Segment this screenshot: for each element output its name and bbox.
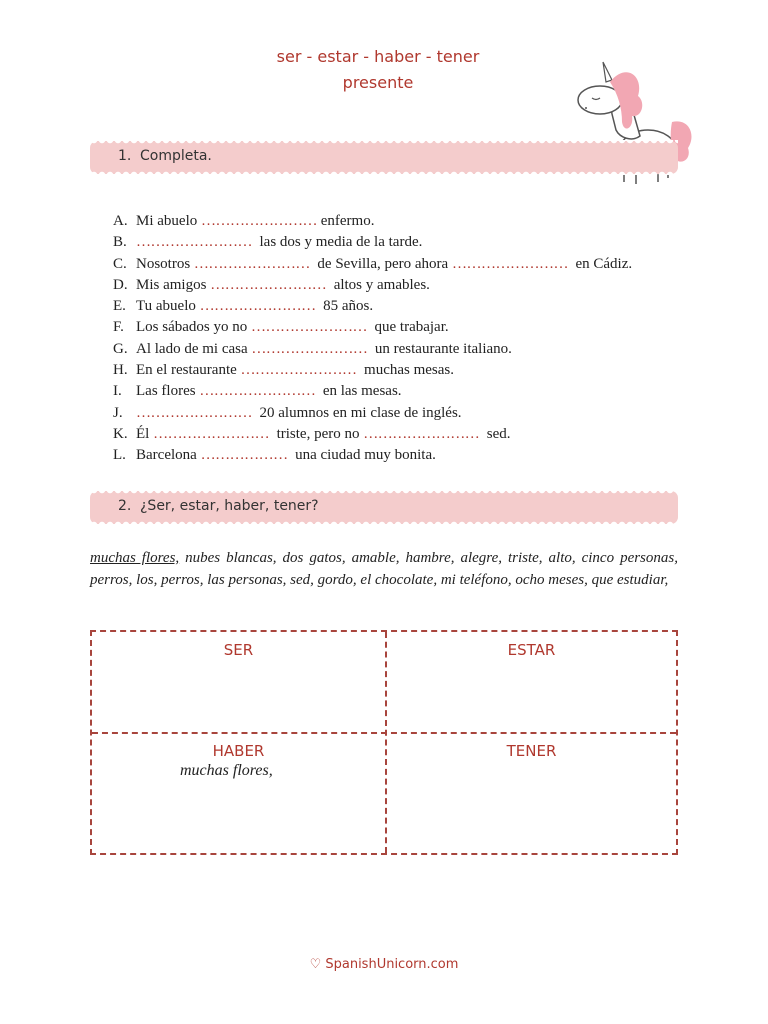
- sentence-text: Los sábados yo no: [136, 319, 251, 336]
- answer-blank[interactable]: ……………………: [363, 425, 480, 442]
- sentence-text: 85 años.: [315, 298, 374, 315]
- sentence-text: Las flores: [136, 383, 200, 400]
- answer-blank[interactable]: ……………………: [193, 255, 310, 272]
- exercise1-item: [113, 424, 632, 445]
- grid-label-estar: ESTAR: [507, 641, 556, 659]
- footer-site[interactable]: SpanishUnicorn.com: [325, 957, 459, 972]
- item-letter: H.: [113, 362, 128, 379]
- exercise1-item: [113, 275, 632, 296]
- sentence-text: Mis amigos: [136, 276, 211, 293]
- sentence-text: muchas mesas.: [356, 362, 455, 379]
- exercise1-item: [113, 296, 632, 317]
- answer-blank[interactable]: ……………………: [136, 404, 252, 421]
- sentence-text: Tu abuelo: [136, 298, 200, 315]
- exercise1-item: [113, 254, 632, 275]
- grid-label-ser: SER: [223, 641, 254, 659]
- item-letter: D.: [113, 276, 128, 293]
- section1-heading: Completa.: [140, 148, 212, 164]
- sentence-text: 20 alumnos en mi clase de inglés.: [252, 404, 462, 421]
- answer-blank[interactable]: ……………………: [210, 276, 327, 293]
- sentence-text: triste, pero no: [269, 425, 364, 442]
- grid-label-tener: TENER: [506, 742, 557, 760]
- word-bank-rest: nubes blancas, dos gatos, amable, hambre, alegre, triste, alto, cinco personas, perros, los, perros, las personas, sed, gordo, el chocolate, mi teléfono, ocho meses, que estudiar,: [90, 550, 678, 588]
- sentence-text: En el restaurante: [136, 362, 241, 379]
- sentence-text: enfermo.: [317, 213, 375, 229]
- exercise1-list: [113, 211, 632, 467]
- exercise1-item: [113, 317, 632, 338]
- section1-banner: [90, 141, 678, 174]
- sentence-text: las dos y media de la tarde.: [252, 234, 423, 251]
- grid-label-haber: HABER: [212, 742, 265, 760]
- answer-blank[interactable]: ……………………: [251, 340, 368, 357]
- sentence-text: altos y amables.: [326, 276, 430, 293]
- exercise1-item: [113, 232, 632, 253]
- footer: [0, 957, 768, 972]
- item-letter: K.: [113, 425, 128, 442]
- title-line-1: ser - estar - haber - tener: [276, 47, 480, 66]
- sentence-text: Él: [136, 425, 154, 442]
- item-letter: L.: [113, 447, 126, 464]
- exercise1-item: [113, 445, 632, 466]
- exercise1-item: [113, 360, 632, 381]
- word-bank: [90, 548, 678, 591]
- item-letter: E.: [113, 298, 126, 315]
- item-letter: B.: [113, 234, 127, 251]
- item-letter: I.: [113, 383, 122, 400]
- answer-blank[interactable]: ……………………: [136, 234, 252, 251]
- item-letter: J.: [113, 404, 123, 421]
- classification-grid: [90, 630, 678, 855]
- answer-blank[interactable]: ……………………: [199, 298, 316, 315]
- exercise1-item: [113, 403, 632, 424]
- item-letter: A.: [113, 213, 128, 229]
- item-letter: G.: [113, 340, 128, 357]
- word-bank-example: muchas flores,: [90, 550, 180, 566]
- sentence-text: de Sevilla, pero ahora: [309, 255, 452, 272]
- heart-icon: ♡: [309, 957, 322, 972]
- grid-haber-content: muchas flores,: [180, 762, 273, 779]
- section1-number: 1.: [118, 148, 132, 164]
- answer-blank[interactable]: ……………………: [451, 255, 568, 272]
- answer-blank[interactable]: ……………………: [199, 383, 316, 400]
- section2-banner: [90, 491, 678, 524]
- section2-number: 2.: [118, 498, 132, 514]
- grid-divider-horizontal: [92, 732, 676, 734]
- answer-blank[interactable]: ……………………: [240, 362, 357, 379]
- exercise1-item: [113, 211, 632, 232]
- sentence-text: Al lado de mi casa: [136, 340, 252, 357]
- answer-blank[interactable]: ………………: [200, 447, 288, 464]
- sentence-text: que trabajar.: [367, 319, 449, 336]
- sentence-text: una ciudad muy bonita.: [287, 447, 436, 464]
- sentence-text: un restaurante italiano.: [367, 340, 512, 357]
- exercise1-item: [113, 339, 632, 360]
- answer-blank[interactable]: ……………………: [201, 213, 317, 229]
- sentence-text: Mi abuelo: [136, 213, 201, 229]
- sentence-text: Barcelona: [136, 447, 201, 464]
- section2-heading: ¿Ser, estar, haber, tener?: [140, 498, 319, 514]
- answer-blank[interactable]: ……………………: [251, 319, 367, 336]
- item-letter: F.: [113, 319, 124, 336]
- answer-blank[interactable]: ……………………: [153, 425, 270, 442]
- sentence-text: sed.: [479, 425, 511, 442]
- sentence-text: Nosotros: [136, 255, 194, 272]
- item-letter: C.: [113, 255, 127, 272]
- sentence-text: en las mesas.: [315, 383, 402, 400]
- sentence-text: en Cádiz.: [567, 255, 633, 272]
- exercise1-item: [113, 381, 632, 402]
- title-line-2: presente: [342, 73, 414, 92]
